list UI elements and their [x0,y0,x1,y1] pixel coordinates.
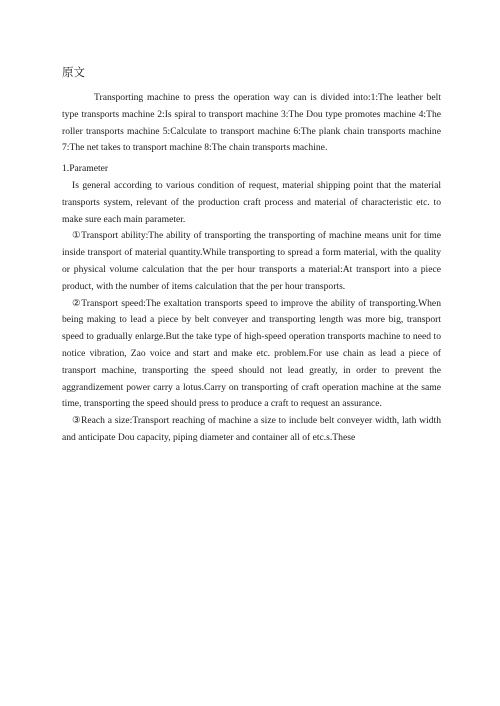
parameter-item-reach-size: ③Reach a size:Transport reaching of machine a size to include belt conveyer width, lath width and anticipate Dou capacity, piping diameter and container all of etc.s.These [62,415,441,443]
section-title: 1.Parameter [62,163,109,175]
parameter-item-transport-ability: ①Transport ability:The ability of transporting the transporting of machine means unit for time inside transport of material quantity.While transporting to spread a form material, with the quality or physical volume calculation that the per hour transports a material:At transport into a piece product, with the number of items calculation that the per hour transports. [62,230,441,292]
document-heading: 原文 [62,67,85,79]
intro-paragraph: Transporting machine to press the operation way can is divided into:1:The leather belt type transports machine 2:Is spiral to transport machine 3:The Dou type promotes machine 4:The roller transports machine 5:Calculate to transport machine 6:The plank chain transports machine 7:The net takes to transport machine 8:The chain transports machine. [62,92,441,154]
document-body [62,66,441,447]
section-intro-paragraph: Is general according to various condition of request, material shipping point that the material transports system, relevant of the production craft process and material of characteristic etc. to make sure each main parameter. [62,179,441,225]
parameter-item-transport-speed: ②Transport speed:The exaltation transports speed to improve the ability of transporting.When being making to lead a piece by belt conveyer and transporting length was more big, transport speed to gradually enlarge.But the take type of high-speed operation transports machine to need to notice vibration, Zao voice and start and make etc. problem.For use chain as lead a piece of transport machine, transporting the speed should not lead greatly, in order to prevent the aggrandizement power carry a lotus.Carry on transporting of craft operation machine at the same time, transporting the speed should press to produce a craft to request an assurance. [62,297,441,410]
